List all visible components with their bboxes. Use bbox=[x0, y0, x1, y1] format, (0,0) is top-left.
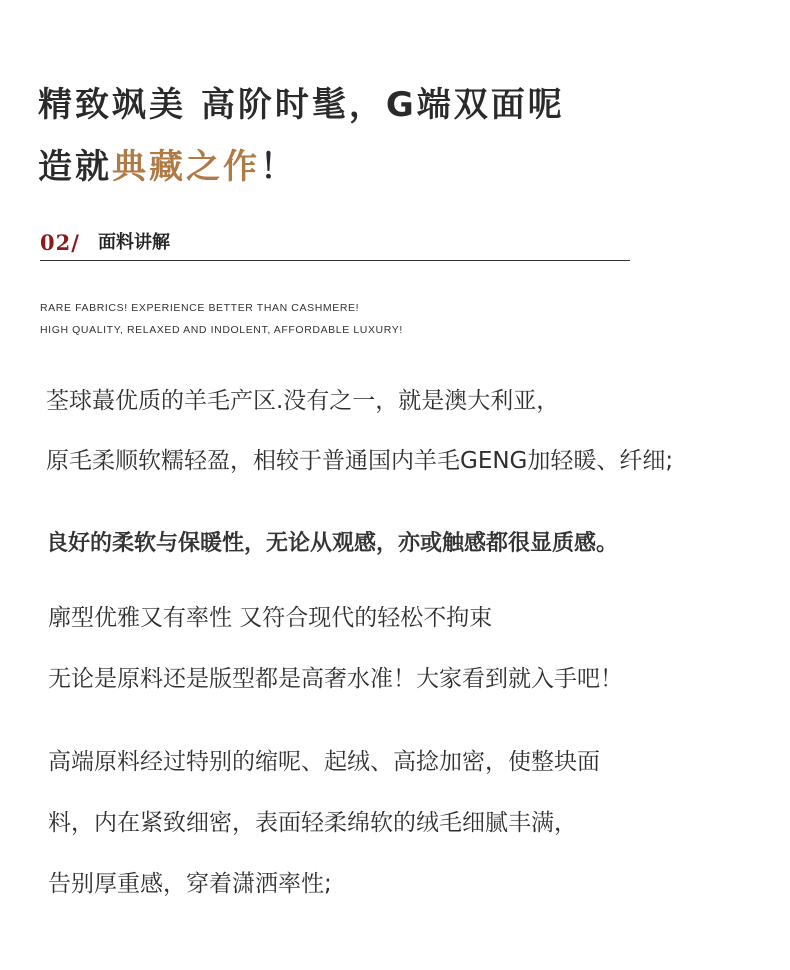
headline-accent: 典藏之作 bbox=[112, 147, 260, 187]
headline-line-2 bbox=[38, 147, 297, 187]
paragraph-4-line-2: 料，内在紧致细密，表面轻柔绵软的绒毛细腻丰满， bbox=[48, 810, 577, 836]
paragraph-2-highlight: 良好的柔软与保暖性，无论从观感，亦或触感都很显质感。 bbox=[46, 531, 619, 556]
paragraph-1-line-2: 原毛柔顺软糯轻盈，相较于普通国内羊毛GENG加轻暖、纤细; bbox=[46, 448, 674, 474]
headline-line-1: 精致飒美 高阶时髦，G端双面呢 bbox=[38, 85, 565, 125]
section-title: 面料讲解 bbox=[98, 232, 170, 253]
paragraph-3-line-2: 无论是原料还是版型都是高奢水准！大家看到就入手吧！ bbox=[48, 666, 623, 692]
paragraph-4-line-3: 告别厚重感，穿着潇洒率性; bbox=[48, 871, 332, 897]
paragraph-3-line-1: 廓型优雅又有率性 又符合现代的轻松不拘束 bbox=[48, 605, 493, 631]
section-header bbox=[40, 232, 630, 261]
paragraph-1-line-1: 荃球蕞优质的羊毛产区.没有之一，就是澳大利亚， bbox=[46, 388, 560, 414]
headline-suffix: ！ bbox=[260, 147, 297, 187]
english-tagline-2: HIGH QUALITY, RELAXED AND INDOLENT, AFFORDABLE LUXURY! bbox=[40, 324, 403, 336]
paragraph-4-line-1: 高端原料经过特别的缩呢、起绒、高捻加密，使整块面 bbox=[48, 749, 600, 775]
section-number: 02/ bbox=[40, 230, 80, 255]
english-tagline-1: RARE FABRICS! EXPERIENCE BETTER THAN CASHMERE! bbox=[40, 302, 360, 314]
headline-prefix: 造就 bbox=[38, 147, 112, 187]
